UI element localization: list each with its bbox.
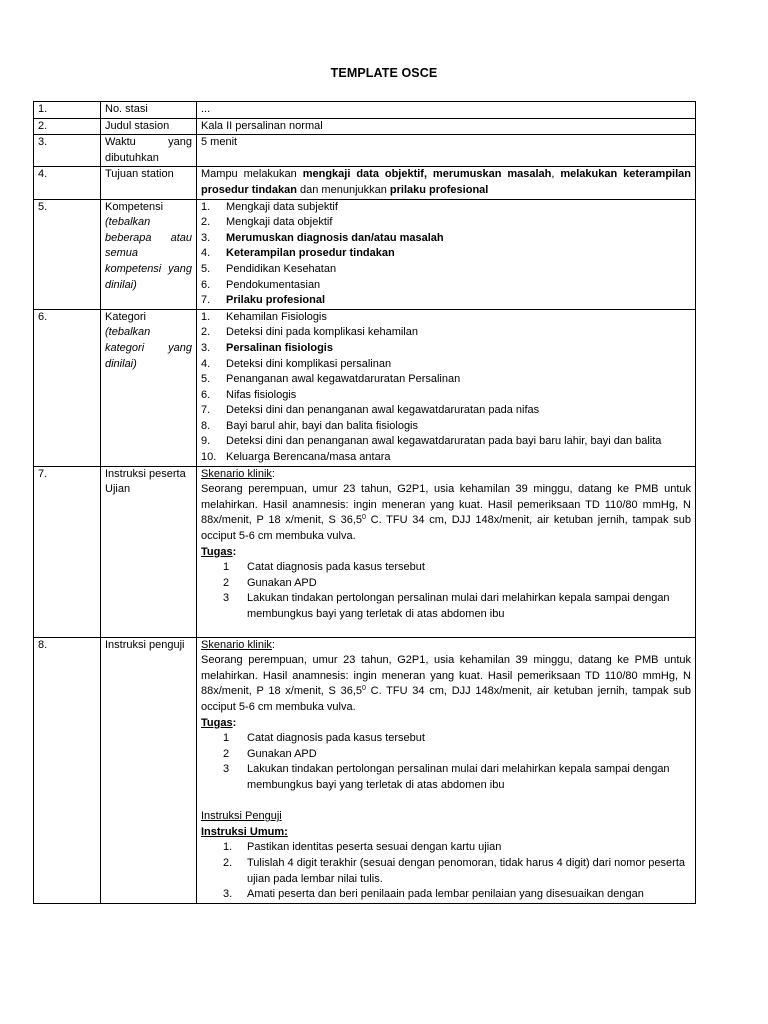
row-no-stasi: [34, 102, 696, 119]
list-item: 7. Deteksi dini dan penanganan awal kegawatdaruratan pada nifas: [201, 404, 540, 417]
row-value: [197, 199, 696, 309]
list-item: 2. Mengkaji data objektif: [201, 216, 333, 229]
label-text: Kategori: [105, 310, 146, 323]
list-item: 3. Persalinan fisiologis: [201, 341, 333, 354]
row-tujuan: [34, 167, 696, 199]
osce-table: [33, 101, 696, 904]
instruksi-penguji-heading: Instruksi Penguji: [201, 810, 282, 823]
list-item: 2. Deteksi dini pada komplikasi kehamilan: [201, 326, 418, 339]
row-value: [197, 466, 696, 637]
row-waktu: [34, 135, 696, 167]
list-item: 1. Kehamilan Fisiologis: [201, 310, 327, 323]
row-value: 5 menit: [197, 135, 696, 167]
skenario-heading: Skenario klinik:: [201, 638, 275, 651]
list-item: 5. Pendidikan Kesehatan: [201, 262, 337, 275]
row-kategori: [34, 309, 696, 466]
list-item: 2 Gunakan APD: [223, 747, 317, 760]
row-label: [101, 309, 197, 466]
tugas-heading: Tugas:: [201, 545, 237, 558]
row-value: [197, 637, 696, 903]
row-judul-stasion: [34, 118, 696, 135]
skenario-text: Seorang perempuan, umur 23 tahun, G2P1, usia kehamilan 39 minggu, datang ke PMB untuk melahirkan. Hasil anamnesis: ingin meneran yang kuat. Hasil pemeriksaan TD 110/80 mmHg, N 88x/menit, P 18 x/menit, S 36,5$^0$ C. TFU 34 cm, DJJ 148x/menit, air ketuban jernih, tampak sub occiput 5-6 cm membuka vulva.: [201, 654, 691, 714]
list-item: 2. Tulislah 4 digit terakhir (sesuai dengan penomoran, tidak harus 4 digit) dari nomor peserta ujian pada lembar nilai tulis.: [223, 856, 685, 885]
tugas-list: [201, 560, 691, 622]
instruksi-umum-heading: Instruksi Umum:: [201, 825, 288, 838]
row-number: 8.: [34, 637, 101, 903]
row-number: 7.: [34, 466, 101, 637]
label-text: Kompetensi: [105, 200, 164, 213]
row-label: Instruksi penguji: [101, 637, 197, 903]
row-label: Waktu yang dibutuhkan: [101, 135, 197, 167]
tujuan-text: dan menunjukkan: [296, 183, 390, 196]
row-label: No. stasi: [101, 102, 197, 119]
list-item: 6. Pendokumentasian: [201, 278, 321, 291]
row-number: 3.: [34, 135, 101, 167]
list-item: 3 Lakukan tindakan pertolongan persalinan mulai dari melahirkan kepala sampai dengan membungkus bayi yang terletak di atas abdomen ibu: [223, 763, 670, 791]
list-item: 5. Penanganan awal kegawatdaruratan Persalinan: [201, 373, 461, 386]
tujuan-text: ,: [551, 168, 561, 181]
kompetensi-list: [201, 200, 691, 309]
row-label: [101, 199, 197, 309]
row-value: Kala II persalinan normal: [197, 118, 696, 135]
row-number: 6.: [34, 309, 101, 466]
row-kompetensi: [34, 199, 696, 309]
tujuan-text: Mampu melakukan: [201, 168, 303, 181]
list-item: 4. Deteksi dini komplikasi persalinan: [201, 357, 392, 370]
row-number: 4.: [34, 167, 101, 199]
list-item: 3 Lakukan tindakan pertolongan persalinan mulai dari melahirkan kepala sampai dengan membungkus bayi yang terletak di atas abdomen ibu: [223, 592, 670, 620]
list-item: 2 Gunakan APD: [223, 576, 317, 589]
skenario-text: Seorang perempuan, umur 23 tahun, G2P1, usia kehamilan 39 minggu, datang ke PMB untuk melahirkan. Hasil anamnesis: ingin meneran yang kuat. Hasil pemeriksaan TD 110/80 mmHg, N 88x/menit, P 18 x/menit, S 36,5$^0$ C. TFU 34 cm, DJJ 148x/menit, air ketuban jernih, tampak sub occiput 5-6 cm membuka vulva.: [201, 483, 691, 543]
tujuan-bold: prilaku profesional: [389, 183, 489, 196]
row-instruksi-penguji: [34, 637, 696, 903]
label-note: (tebalkan beberapa atau semua kompetensi yang dinilai): [105, 216, 192, 291]
list-item: 1 Catat diagnosis pada kasus tersebut: [223, 732, 425, 745]
tugas-heading: Tugas:: [201, 716, 237, 729]
tugas-list: [201, 731, 691, 793]
list-item: 6. Nifas fisiologis: [201, 388, 297, 401]
list-item: 9. Deteksi dini dan penanganan awal kegawatdaruratan pada bayi baru lahir, bayi dan balita: [201, 435, 662, 448]
list-item: 7. Prilaku profesional: [201, 294, 326, 307]
row-number: 2.: [34, 118, 101, 135]
row-instruksi-peserta: [34, 466, 696, 637]
skenario-heading: Skenario klinik:: [201, 467, 275, 480]
row-label: Instruksi peserta Ujian: [101, 466, 197, 637]
list-item: 10. Keluarga Berencana/masa antara: [201, 451, 391, 464]
document-title: TEMPLATE OSCE: [330, 66, 438, 80]
label-note: (tebalkan kategori yang dinilai): [105, 326, 192, 370]
row-label: Tujuan station: [101, 167, 197, 199]
row-number: 5.: [34, 199, 101, 309]
instruksi-umum-list: [201, 840, 691, 902]
row-label: Judul stasion: [101, 118, 197, 135]
row-value: [197, 309, 696, 466]
list-item: 4. Keterampilan prosedur tindakan: [201, 247, 395, 260]
list-item: 8. Bayi barul ahir, bayi dan balita fisiologis: [201, 419, 419, 432]
row-value: [197, 167, 696, 199]
list-item: 1. Pastikan identitas peserta sesuai dengan kartu ujian: [223, 841, 502, 854]
list-item: 3. Amati peserta dan beri penilaain pada lembar penilaian yang disesuaikan dengan: [223, 888, 644, 901]
tujuan-bold: mengkaji data objektif, merumuskan masalah: [302, 168, 552, 181]
list-item: 1 Catat diagnosis pada kasus tersebut: [223, 561, 425, 574]
kategori-list: [201, 310, 691, 466]
row-number: 1.: [34, 102, 101, 119]
tujuan-bold: melakukan keterampilan prosedur tindakan: [201, 168, 691, 196]
list-item: 3. Merumuskan diagnosis dan/atau masalah: [201, 231, 444, 244]
list-item: 1. Mengkaji data subjektif: [201, 200, 338, 213]
row-value: ...: [197, 102, 696, 119]
